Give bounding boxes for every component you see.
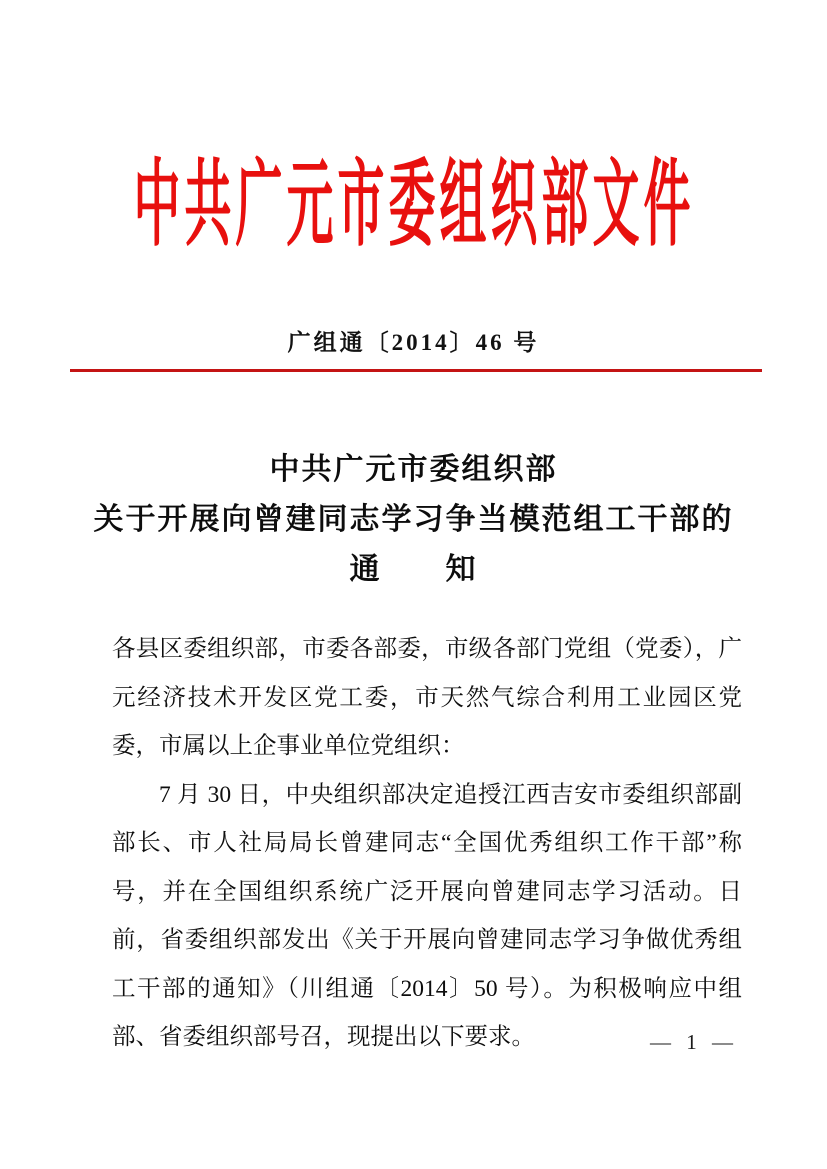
document-body [112,625,742,1062]
document-number: 广组通〔2014〕46 号 [287,330,540,355]
document-title [50,445,777,595]
red-separator-line [70,369,762,372]
title-line-organization: 中共广元市委组织部 [269,453,558,486]
page-number: — 1 — [650,1030,738,1054]
recipients-paragraph: 各县区委组织部，市委各部委，市级各部门党组（党委），广元经济技术开发区党工委，市天然气综合利用工业园区党委，市属以上企事业单位党组织： [112,636,742,759]
document-header-banner [0,130,827,258]
title-line-subject: 关于开展向曾建同志学习争当模范组工干部的 [93,503,734,536]
body-paragraph: 7 月 30 日，中央组织部决定追授江西吉安市委组织部副部长、市人社局局长曾建同志“全国优秀组织工作干部”称号，并在全国组织系统广泛开展向曾建同志学习活动。日前，省委组织部发出《关于开展向曾建同志学习争做优秀组工干部的通知》（川组通〔2014〕50 号）。为积极响应中组部、省委组织部号召，现提出以下要求。 [112,781,742,1050]
title-line-notice: 通 知 [349,553,478,586]
header-banner-text: 中共广元市委组织部文件 [133,150,694,258]
